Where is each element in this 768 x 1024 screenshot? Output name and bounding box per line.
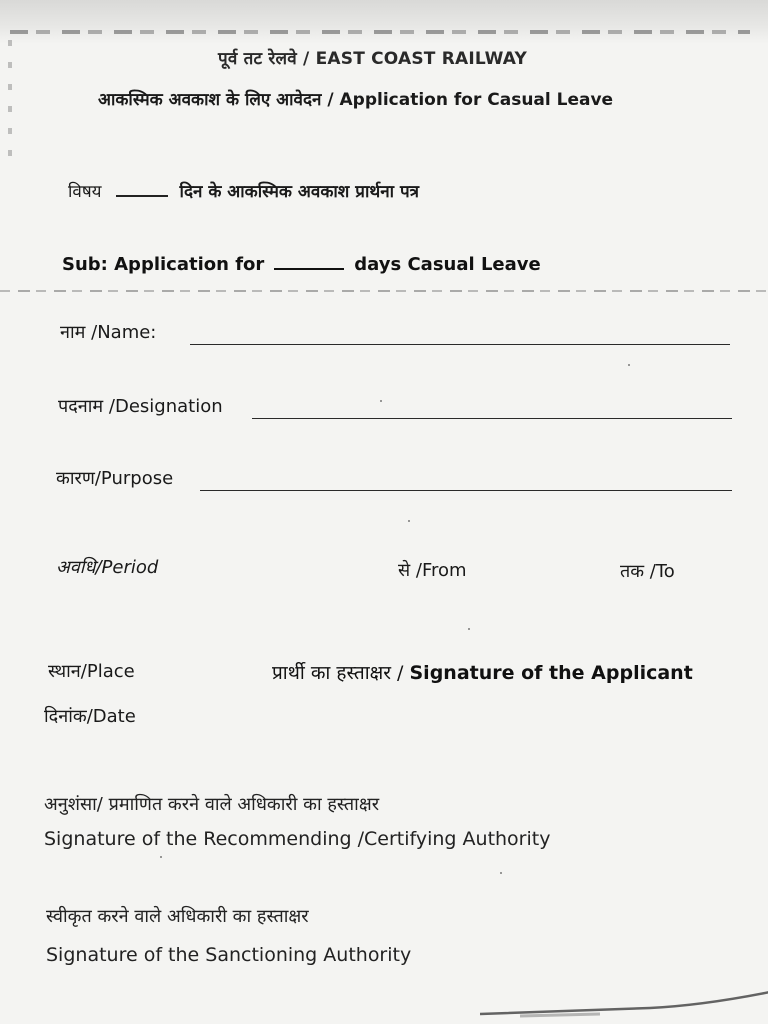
sanctioning-authority-english: Signature of the Sanctioning Authority	[46, 944, 412, 966]
from-label: से /From	[398, 560, 467, 581]
railway-header: पूर्व तट रेलवे / EAST COAST RAILWAY	[218, 49, 528, 69]
purpose-field[interactable]	[200, 490, 732, 491]
english-subject-line	[62, 256, 541, 274]
designation-label: पदनाम /Designation	[58, 396, 223, 417]
hindi-subject-prefix: विषय	[68, 182, 102, 202]
place-label: स्थान/Place	[48, 661, 135, 682]
name-field[interactable]	[190, 344, 730, 345]
scan-speck	[380, 400, 382, 402]
purpose-label: कारण/Purpose	[56, 468, 174, 489]
period-label: अवधि/Period	[56, 557, 159, 578]
designation-field[interactable]	[252, 418, 732, 419]
scan-noise-line	[10, 30, 750, 34]
scan-speck	[160, 856, 162, 858]
hindi-days-blank[interactable]	[116, 183, 168, 197]
form-title: आकस्मिक अवकाश के लिए आवेदन / Application for Casual Leave	[98, 90, 614, 110]
date-label: दिनांक/Date	[44, 706, 136, 727]
english-subject-prefix: Sub: Application for	[62, 254, 265, 275]
to-label: तक /To	[620, 561, 675, 582]
applicant-signature-english: Signature of the Applicant	[409, 662, 693, 684]
scan-noise-top	[0, 0, 768, 44]
recommending-authority-hindi: अनुशंसा/ प्रमाणित करने वाले अधिकारी का हस्ताक्षर	[44, 794, 380, 815]
sanctioning-authority-hindi: स्वीकृत करने वाले अधिकारी का हस्ताक्षर	[46, 906, 309, 927]
scan-speck	[500, 872, 502, 874]
scan-speck	[468, 628, 470, 630]
applicant-signature-hindi: प्रार्थी का हस्ताक्षर /	[272, 662, 404, 684]
english-subject-suffix: days Casual Leave	[354, 254, 541, 275]
english-days-blank[interactable]	[274, 256, 344, 270]
hindi-subject-suffix: दिन के आकस्मिक अवकाश प्रार्थना पत्र	[179, 182, 420, 202]
hindi-subject-line	[68, 183, 419, 201]
applicant-signature-line	[272, 664, 693, 683]
scan-speck	[408, 520, 410, 522]
scan-dashed-line	[0, 290, 768, 292]
scan-stroke-bottom	[480, 990, 768, 1020]
name-label: नाम /Name:	[60, 322, 157, 343]
scan-speck	[628, 364, 630, 366]
recommending-authority-english: Signature of the Recommending /Certifying Authority	[44, 828, 551, 850]
scan-noise-left	[8, 40, 12, 170]
